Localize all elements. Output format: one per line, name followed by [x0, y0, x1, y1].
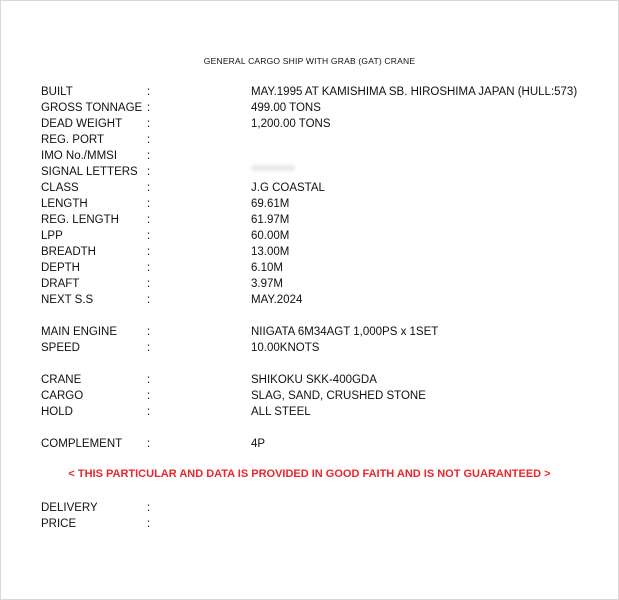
spec-row-reg-port	[41, 133, 601, 148]
spec-separator: :	[147, 246, 151, 258]
spec-row-main-engine	[41, 325, 601, 340]
spec-row-reg-length	[41, 213, 601, 228]
spec-row-built	[41, 85, 601, 100]
spec-separator: :	[147, 406, 151, 418]
spec-separator: :	[147, 390, 151, 402]
spec-row-depth	[41, 261, 601, 276]
spec-separator: :	[147, 230, 151, 242]
spec-row-complement	[41, 437, 601, 452]
spec-label: GROSS TONNAGE	[41, 102, 143, 114]
spec-value: SHIKOKU SKK-400GDA	[251, 374, 377, 386]
spec-value: 10.00KNOTS	[251, 342, 320, 354]
spec-separator: :	[147, 134, 151, 146]
spec-separator: :	[147, 198, 151, 210]
spec-label: CARGO	[41, 390, 84, 402]
spec-value: SLAG, SAND, CRUSHED STONE	[251, 390, 426, 402]
spec-label: DEPTH	[41, 262, 80, 274]
spec-separator: :	[147, 102, 151, 114]
spec-separator: :	[147, 214, 151, 226]
spec-value: 1,200.00 TONS	[251, 118, 331, 130]
spec-label: REG. LENGTH	[41, 214, 119, 226]
spec-separator: :	[147, 326, 151, 338]
document-title: GENERAL CARGO SHIP WITH GRAB (GAT) CRANE	[203, 56, 416, 66]
spec-row-next-ss	[41, 293, 601, 308]
disclaimer-text: < THIS PARTICULAR AND DATA IS PROVIDED IN GOOD FAITH AND IS NOT GUARANTEED >	[68, 468, 551, 480]
spec-value: 69.61M	[251, 198, 290, 210]
spec-label: IMO No./MMSI	[41, 150, 118, 162]
spec-separator: :	[147, 342, 151, 354]
spec-label: DEAD WEIGHT	[41, 118, 123, 130]
spec-row-cargo	[41, 389, 601, 404]
spec-value: 61.97M	[251, 214, 290, 226]
spec-label: CRANE	[41, 374, 82, 386]
spec-label: SIGNAL LETTERS	[41, 166, 138, 178]
spec-row-length	[41, 197, 601, 212]
spec-row-lpp	[41, 229, 601, 244]
spec-separator: :	[147, 118, 151, 130]
spec-separator: :	[147, 182, 151, 194]
spec-label: BUILT	[41, 86, 73, 98]
spec-separator: :	[147, 518, 151, 530]
spec-label: LPP	[41, 230, 63, 242]
spec-value: 13.00M	[251, 246, 290, 258]
spec-separator: :	[147, 374, 151, 386]
spec-row-crane	[41, 373, 601, 388]
spec-value: 6.10M	[251, 262, 283, 274]
spec-row-price	[41, 517, 601, 532]
spec-separator: :	[147, 278, 151, 290]
spec-value: NIIGATA 6M34AGT 1,000PS x 1SET	[251, 326, 439, 338]
spec-label: BREADTH	[41, 246, 96, 258]
redacted-value-blur	[251, 165, 295, 171]
spec-label: REG. PORT	[41, 134, 105, 146]
spec-separator: :	[147, 86, 151, 98]
spec-value: 60.00M	[251, 230, 290, 242]
spec-label: MAIN ENGINE	[41, 326, 118, 338]
spec-value: ALL STEEL	[251, 406, 311, 418]
spec-row-delivery	[41, 501, 601, 516]
spec-separator: :	[147, 166, 151, 178]
spec-label: HOLD	[41, 406, 73, 418]
spec-separator: :	[147, 150, 151, 162]
spec-value: MAY.2024	[251, 294, 303, 306]
spec-row-draft	[41, 277, 601, 292]
spec-row-dead-weight	[41, 117, 601, 132]
spec-value: MAY.1995 AT KAMISHIMA SB. HIROSHIMA JAPAN (HULL:573)	[251, 86, 578, 98]
spec-label: CLASS	[41, 182, 79, 194]
spec-value: J.G COASTAL	[251, 182, 325, 194]
spec-value: 3.97M	[251, 278, 283, 290]
spec-value: 499.00 TONS	[251, 102, 321, 114]
spec-label: LENGTH	[41, 198, 88, 210]
spec-row-gross-tonnage	[41, 101, 601, 116]
spec-label: NEXT S.S	[41, 294, 94, 306]
spec-value: 4P	[251, 438, 266, 450]
spec-label: DRAFT	[41, 278, 80, 290]
spec-separator: :	[147, 502, 151, 514]
spec-label: DELIVERY	[41, 502, 98, 514]
spec-label: SPEED	[41, 342, 80, 354]
spec-label: PRICE	[41, 518, 77, 530]
spec-row-imo-mmsi	[41, 149, 601, 164]
spec-separator: :	[147, 438, 151, 450]
spec-row-breadth	[41, 245, 601, 260]
spec-row-class	[41, 181, 601, 196]
spec-separator: :	[147, 262, 151, 274]
spec-label: COMPLEMENT	[41, 438, 123, 450]
spec-row-speed	[41, 341, 601, 356]
spec-separator: :	[147, 294, 151, 306]
spec-row-signal-letters	[41, 165, 601, 180]
spec-row-hold	[41, 405, 601, 420]
